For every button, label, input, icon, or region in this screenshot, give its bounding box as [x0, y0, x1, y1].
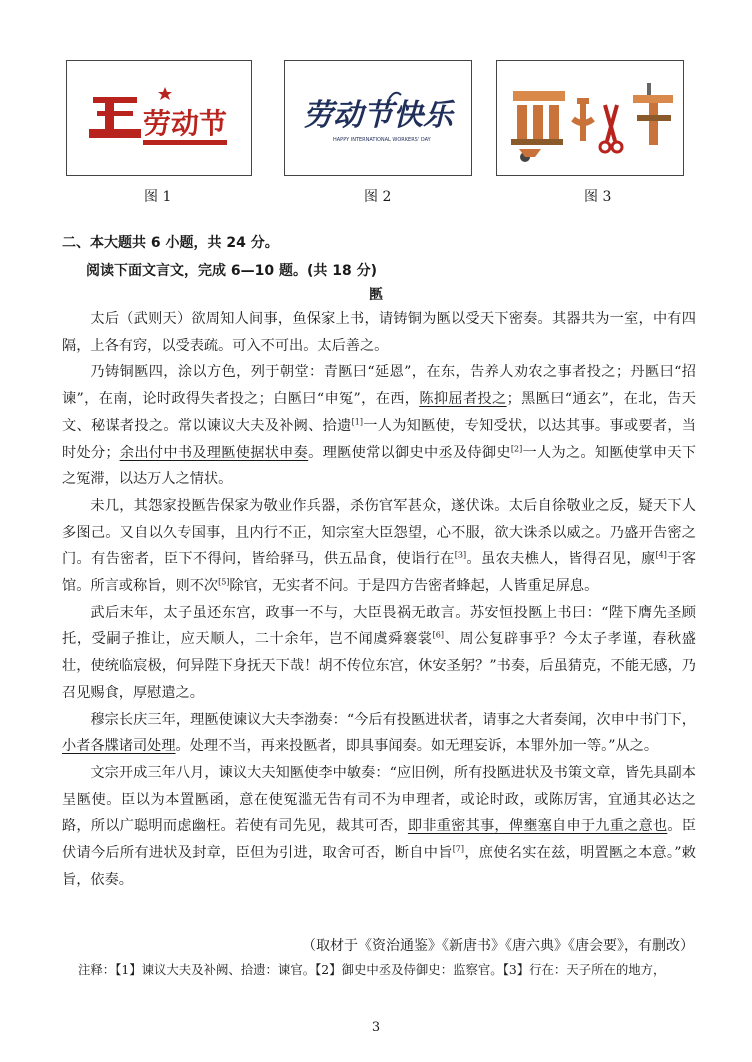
- footnote-ref-2: [2]: [510, 443, 523, 453]
- section-heading: 二、本大题共 6 小题，共 24 分。: [62, 235, 279, 251]
- underlined-phrase-4: 即非重密其事，俾壅塞自申于九重之意也: [407, 818, 668, 835]
- section-instruction: 阅读下面文言文，完成 6—10 题。(共 18 分): [86, 263, 377, 279]
- underlined-phrase-2: 余出付中书及理匦使据状申奏: [119, 444, 309, 461]
- passage-body: [62, 306, 696, 893]
- footnote-ref-3: [3]: [454, 550, 467, 560]
- paragraph-1: 太后（武则天）欲周知人间事，鱼保家上书，请铸铜为匦以受天下密奏。其器共为一室，中有四隔，上各有窍，以受表疏。可入不可出。太后善之。: [62, 311, 696, 354]
- footnote-ref-5: [5]: [218, 577, 230, 587]
- paragraph-6: 文宗开成三年八月，谏议大夫知匦使李中敏奏：“应旧例，所有投匦进状及书策文章，皆先具副本呈匦使。臣以为本置匦函，意在使冤滥无告有司不为申理者，或论时政，或陈厉害，宜通其必达之路，所以广聪明而虑幽枉。若使有司先见，裁其可否，即非重密其事，俾壅塞自申于九重之意也。臣伏请今后所有进状及封章，臣但为引进，取舍可否，断自中旨[7]，庶使名实在兹，明置匦之本意。”敕旨，依奏。: [62, 764, 696, 888]
- labor-day-logo-3: [497, 61, 683, 175]
- svg-text:劳动节: 劳动节: [143, 107, 228, 140]
- footnote-ref-7: [7]: [452, 844, 465, 854]
- labor-day-logo-2: [285, 61, 471, 175]
- passage-title: 匦: [369, 287, 383, 303]
- figure-1-caption: 图 1: [144, 189, 172, 205]
- figure-2-caption: 图 2: [364, 189, 392, 205]
- footnote-ref-4: [4]: [655, 550, 667, 560]
- paragraph-2: 乃铸铜匦四，涂以方色，列于朝堂：青匦曰“延恩”，在东，告养人劝农之事者投之；丹匦曰“招谏”，在南，论时政得失者投之；白匦曰“申冤”，在西，陈抑屈者投之；黑匦曰“通玄”，在北，告天文、秘谋者投之。常以谏议大夫及补阙、拾遗[1]一人为知匦使，专知受状，以达其事。事或要者，当时处分；余出付中书及理匦使据状申奏。理匦使常以御史中丞及侍御史[2]一人为之。知匦使掌申天下之冤滞，以达万人之情状。: [62, 364, 696, 488]
- footnote-ref-1: [1]: [351, 417, 363, 427]
- figure-3-caption: 图 3: [584, 189, 612, 205]
- paragraph-3: 未几，其怨家投匦告保家为敬业作兵器，杀伤官军甚众，遂伏诛。太后自徐敬业之反，疑天下人多图己。又自以久专国事，且内行不正，知宗室大臣怨望，心不服，欲大诛杀以威之。乃盛开告密之门。有告密者，臣下不得问，皆给驿马，供五品食，使诣行在[3]。虽农夫樵人，皆得召见，廪[4]于客馆。所言或称旨，则不次[5]除官，无实者不问。于是四方告密者蜂起，人皆重足屏息。: [62, 497, 696, 595]
- figure-1-image: [66, 60, 252, 176]
- figure-2-image: [284, 60, 472, 176]
- svg-text:劳动节快乐: 劳动节快乐: [303, 98, 453, 133]
- underlined-phrase-1: 陈抑屈者投之: [419, 391, 507, 408]
- underlined-phrase-3: 小者各牒诸司处理: [62, 738, 176, 755]
- annotation-notes: 注释：【1】谏议大夫及补阙、拾遗：谏官。【2】御史中丞及侍御史：监察官。【3】行在：天子所在的地方，: [78, 962, 666, 977]
- paragraph-5: 穆宗长庆三年，理匦使谏议大夫李渤奏：“今后有投匦进状者，请事之大者奏闻，次申中书门下，小者各牒诸司处理。处理不当，再来投匦者，即具事闻奏。如无理妄诉，本罪外加一等。”从之。: [62, 711, 696, 755]
- figure-row: [66, 60, 688, 178]
- paragraph-4: 武后末年，太子虽还东宫，政事一不与，大臣畏祸无敢言。苏安恒投匦上书曰：“陛下膺先圣顾托，受嗣子推让，应天顺人，二十余年，岂不闻虞舜褰裳[6]、周公复辟事乎？今太子孝谨，春秋盛壮，使统临宸极，何异陛下身抚天下哉！胡不传位东宫，休安圣躬？”书奏，后虽猜克，不能无感，乃召见赐食，厚慰遣之。: [62, 604, 696, 701]
- svg-text:HAPPY INTERNATIONAL WORKERS' D: HAPPY INTERNATIONAL WORKERS' DAY: [333, 137, 431, 143]
- footnote-ref-6: [6]: [432, 630, 444, 640]
- page-number: 3: [371, 1020, 381, 1035]
- source-citation: （取材于《资治通鉴》《新唐书》《唐六典》《唐会要》，有删改）: [302, 938, 694, 954]
- labor-day-logo-1: [67, 61, 251, 175]
- figure-3-image: [496, 60, 684, 176]
